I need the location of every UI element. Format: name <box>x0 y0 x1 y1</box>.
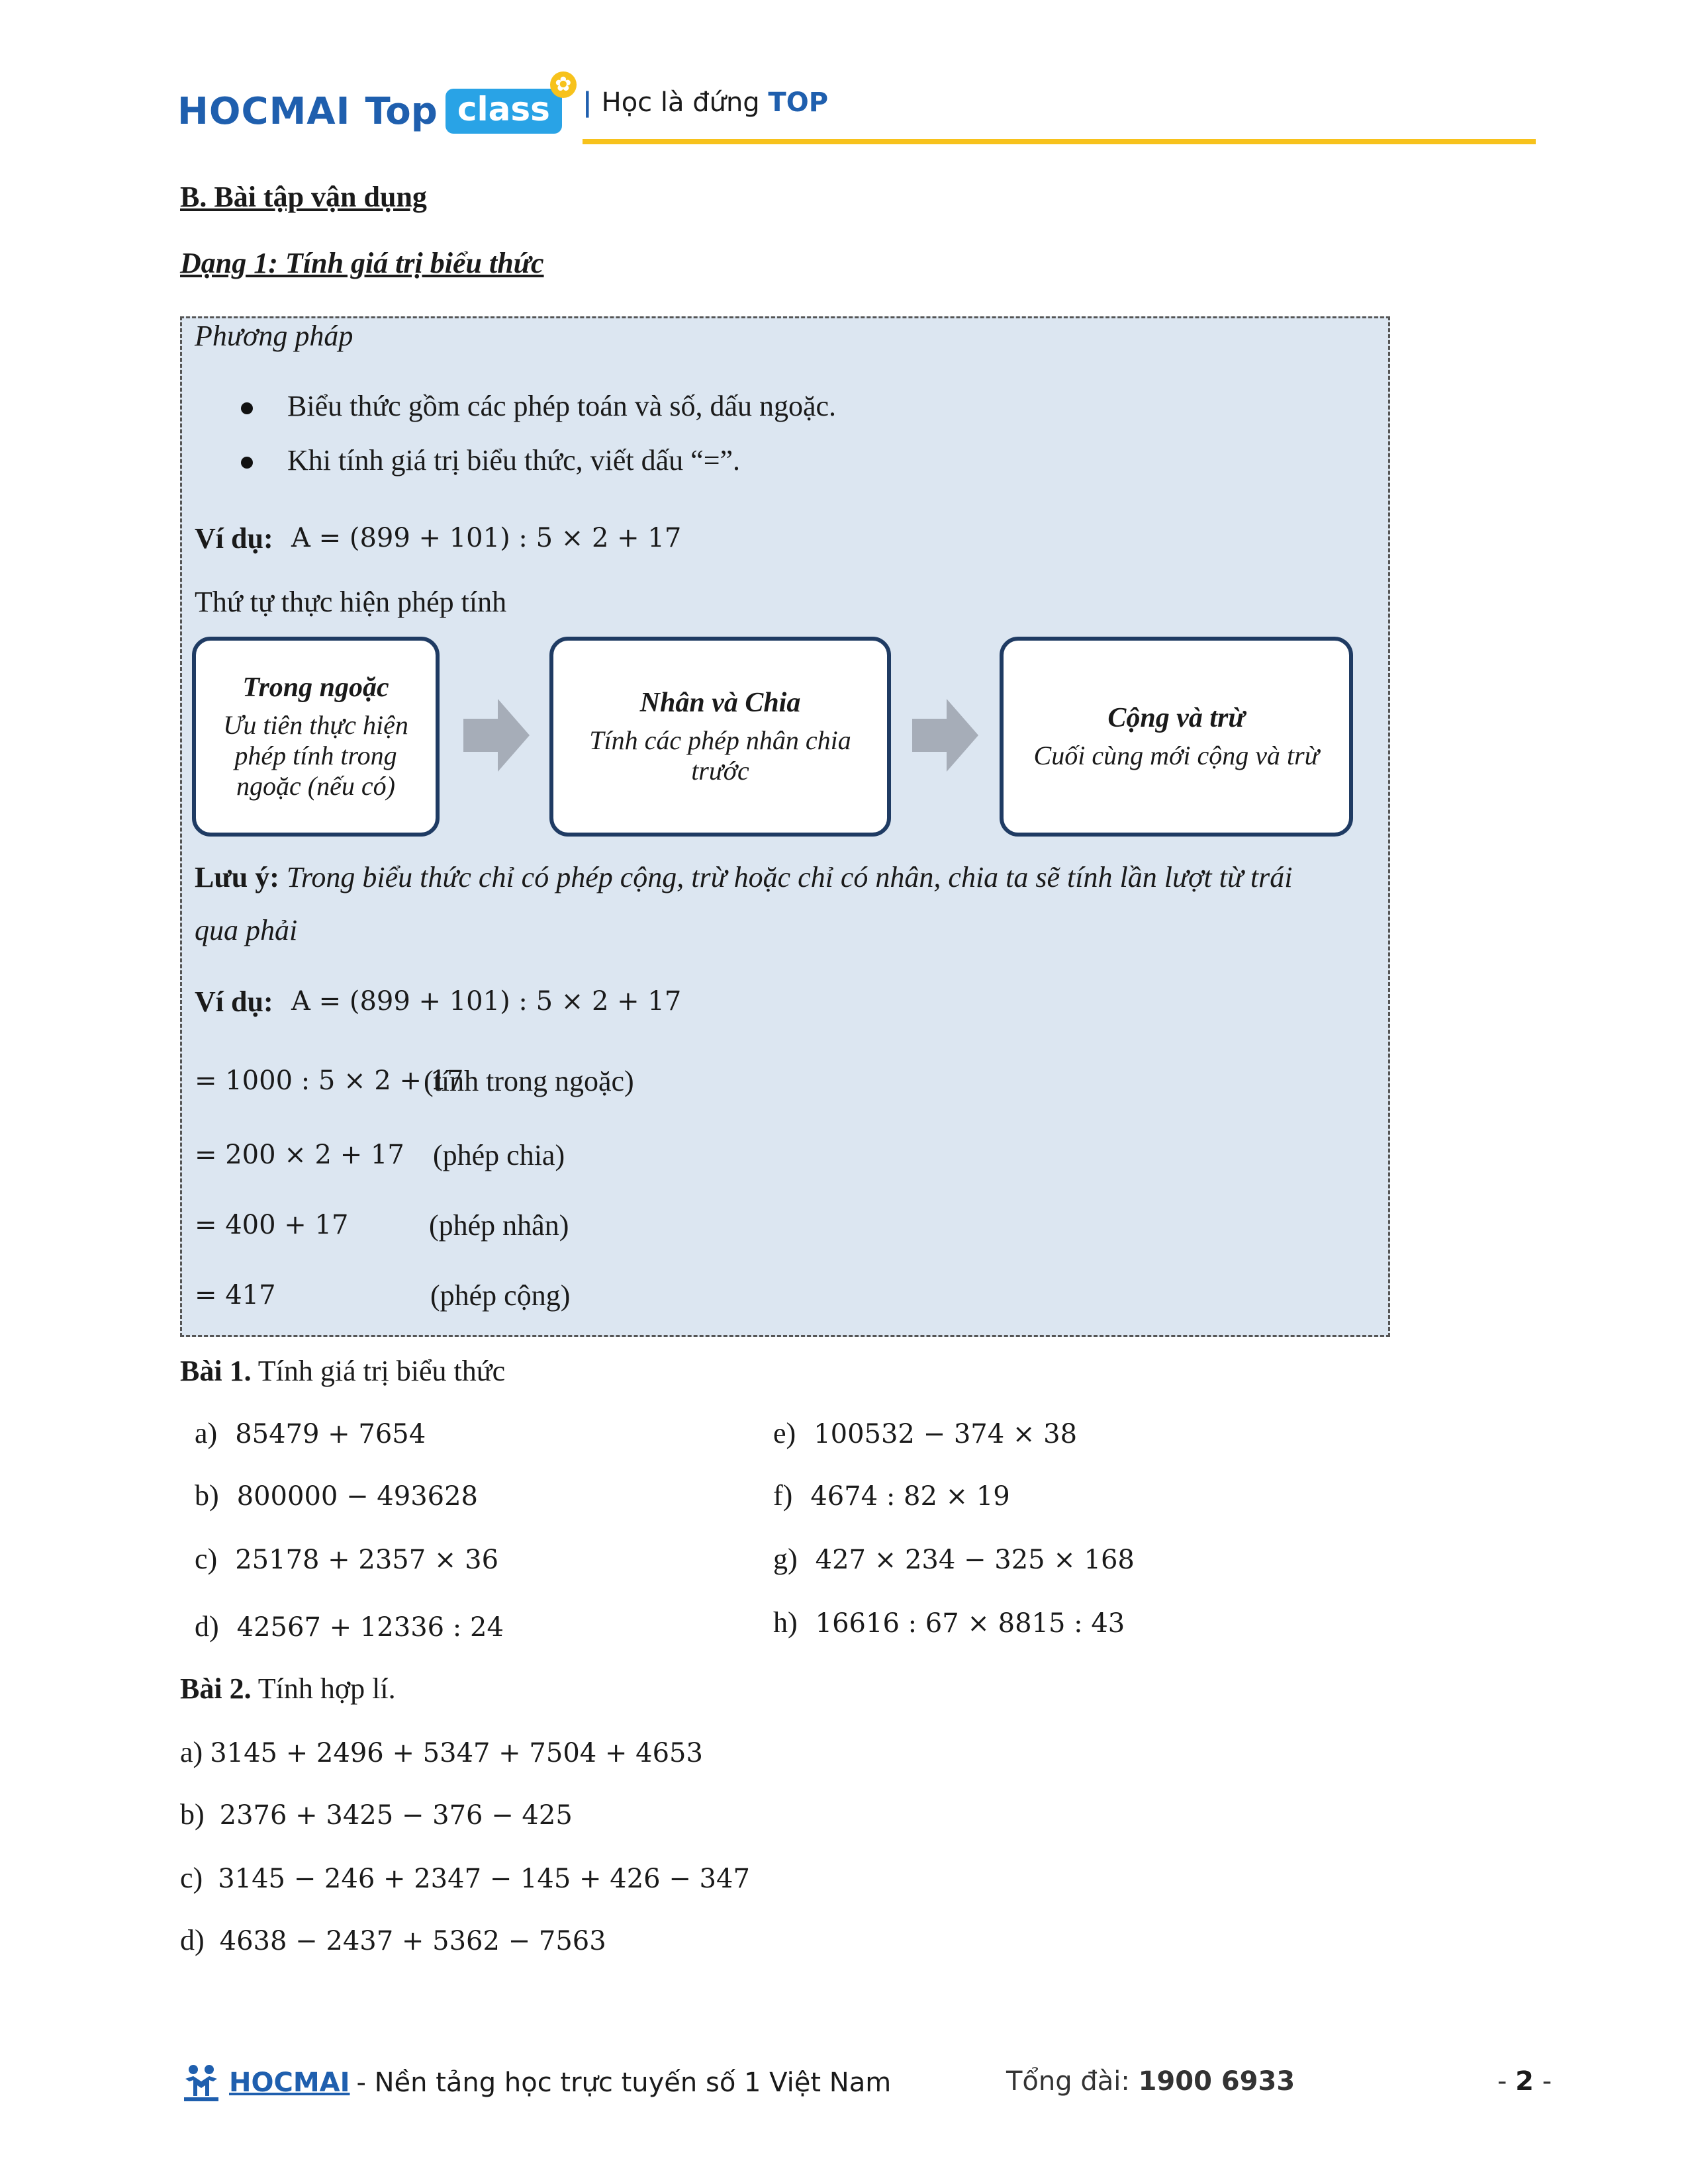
example-expression: A = (899 + 101) : 5 × 2 + 17 <box>291 523 682 553</box>
step-expression: = 1000 : 5 × 2 + 17 <box>195 1066 464 1096</box>
bai2-item <box>180 1735 703 1769</box>
item-letter: g) <box>773 1543 798 1575</box>
footer-brand <box>180 2062 891 2104</box>
item-expression: 4674 : 82 × 19 <box>810 1481 1010 1512</box>
item-expression: 16616 : 67 × 8815 : 43 <box>815 1608 1125 1639</box>
logo-hocmai-text: HOCMAI <box>177 89 351 133</box>
example-label: Ví dụ: <box>195 522 273 555</box>
example2-label: Ví dụ: <box>195 985 273 1018</box>
bai2-heading <box>180 1672 396 1706</box>
flow-title: Trong ngoặc <box>242 672 389 703</box>
flow-title: Nhân và Chia <box>639 688 801 718</box>
note-label: Lưu ý: <box>195 861 279 893</box>
bai2-label: Bài 2. <box>180 1672 252 1705</box>
bai1-item <box>773 1479 1010 1512</box>
item-letter: f) <box>773 1479 793 1512</box>
item-letter: b) <box>180 1798 205 1831</box>
bai1-item <box>773 1542 1135 1576</box>
bai2-item <box>180 1797 573 1831</box>
star-icon: ✿ <box>550 71 577 98</box>
item-expression: 3145 − 246 + 2347 − 145 + 426 − 347 <box>218 1864 750 1894</box>
flow-description: Ưu tiên thực hiện phép tính trong ngoặc (nếu có) <box>223 710 408 801</box>
step-expression: = 417 <box>195 1280 276 1310</box>
item-expression: 3145 + 2496 + 5347 + 7504 + 4653 <box>210 1738 703 1768</box>
header-divider <box>583 139 1536 144</box>
item-expression: 2376 + 3425 − 376 − 425 <box>219 1800 573 1831</box>
bai2-item <box>180 1923 606 1957</box>
item-letter: a) <box>180 1736 203 1768</box>
bullet-icon <box>241 457 253 469</box>
note <box>195 860 1292 894</box>
step-note: (phép cộng) <box>430 1279 571 1312</box>
bullet-icon <box>241 402 253 414</box>
item-letter: e) <box>773 1417 796 1449</box>
item-letter: c) <box>195 1543 218 1575</box>
item-expression: 85479 + 7654 <box>235 1419 426 1449</box>
method-bullet-1: Biểu thức gồm các phép toán và số, dấu ngoặc. <box>287 390 837 422</box>
bai2-item <box>180 1861 750 1895</box>
hotline-label: Tổng đài: <box>1006 2066 1130 2097</box>
bai1-item <box>195 1610 504 1643</box>
flow-box-add-subtract <box>1000 637 1353 837</box>
step-expression: = 400 + 17 <box>195 1210 349 1240</box>
page-suffix: - <box>1542 2066 1552 2097</box>
bai1-item <box>195 1542 498 1576</box>
arrow-right-icon <box>463 699 530 772</box>
item-expression: 100532 − 374 × 38 <box>814 1419 1078 1449</box>
flow-description: Tính các phép nhân chia trước <box>589 725 851 786</box>
logo <box>177 73 572 144</box>
footer-brand-link[interactable]: HOCMAI <box>229 2068 350 2098</box>
item-letter: d) <box>195 1610 219 1643</box>
flow-box-multiply-divide <box>549 637 891 837</box>
method-heading: Phương pháp <box>195 320 353 352</box>
bai1-heading <box>180 1354 505 1388</box>
flow-title: Cộng và trừ <box>1107 703 1245 733</box>
item-expression: 4638 − 2437 + 5362 − 7563 <box>219 1926 606 1956</box>
slogan <box>583 87 828 118</box>
flow-box-parentheses <box>192 637 440 837</box>
item-letter: c) <box>180 1862 203 1894</box>
item-letter: b) <box>195 1479 219 1512</box>
item-expression: 25178 + 2357 × 36 <box>235 1545 499 1575</box>
item-letter: h) <box>773 1606 798 1639</box>
page-prefix: - <box>1497 2066 1507 2097</box>
slogan-top: TOP <box>768 87 829 118</box>
item-letter: d) <box>180 1924 205 1956</box>
slogan-prefix: Học là đứng <box>601 87 760 118</box>
bai1-item <box>195 1479 478 1512</box>
logo-class-text: class <box>457 90 550 128</box>
item-expression: 42567 + 12336 : 24 <box>236 1612 504 1643</box>
flow-description: Cuối cùng mới cộng và trừ <box>1033 741 1319 770</box>
bai2-text: Tính hợp lí. <box>258 1672 396 1705</box>
order-label: Thứ tự thực hiện phép tính <box>195 586 507 618</box>
bai1-item <box>773 1416 1077 1450</box>
bai1-text: Tính giá trị biểu thức <box>258 1355 506 1387</box>
note-text: Trong biểu thức chỉ có phép cộng, trừ hoặc chỉ có nhân, chia ta sẽ tính lần lượt từ trái <box>286 861 1293 893</box>
slogan-bar: | <box>583 87 592 118</box>
note-text-continued: qua phải <box>195 914 298 946</box>
hocmai-logo-icon <box>180 2062 222 2104</box>
arrow-right-icon <box>912 699 978 772</box>
bai1-item <box>773 1606 1125 1639</box>
dang-title: Dạng 1: Tính giá trị biểu thức <box>180 247 544 279</box>
footer-hotline <box>1006 2066 1295 2097</box>
footer-tagline: - Nền tảng học trực tuyến số 1 Việt Nam <box>356 2068 892 2098</box>
item-expression: 427 × 234 − 325 × 168 <box>815 1545 1135 1575</box>
bai1-item <box>195 1416 426 1450</box>
bai1-label: Bài 1. <box>180 1355 252 1387</box>
step-note: (phép chia) <box>433 1139 565 1171</box>
section-title: B. Bài tập vận dụng <box>180 181 427 213</box>
page-number <box>1497 2066 1552 2097</box>
logo-top-text: Top <box>365 89 438 133</box>
step-expression: = 200 × 2 + 17 <box>195 1140 404 1170</box>
step-note: (tính trong ngoặc) <box>424 1065 634 1097</box>
method-bullet-2: Khi tính giá trị biểu thức, viết dấu “=”. <box>287 444 741 477</box>
item-expression: 800000 − 493628 <box>236 1481 478 1512</box>
page-number-value: 2 <box>1515 2066 1534 2097</box>
hotline-number: 1900 6933 <box>1138 2066 1295 2097</box>
logo-class-badge <box>445 73 572 134</box>
item-letter: a) <box>195 1417 218 1449</box>
example2-expression: A = (899 + 101) : 5 × 2 + 17 <box>291 986 682 1017</box>
step-note: (phép nhân) <box>429 1209 569 1242</box>
